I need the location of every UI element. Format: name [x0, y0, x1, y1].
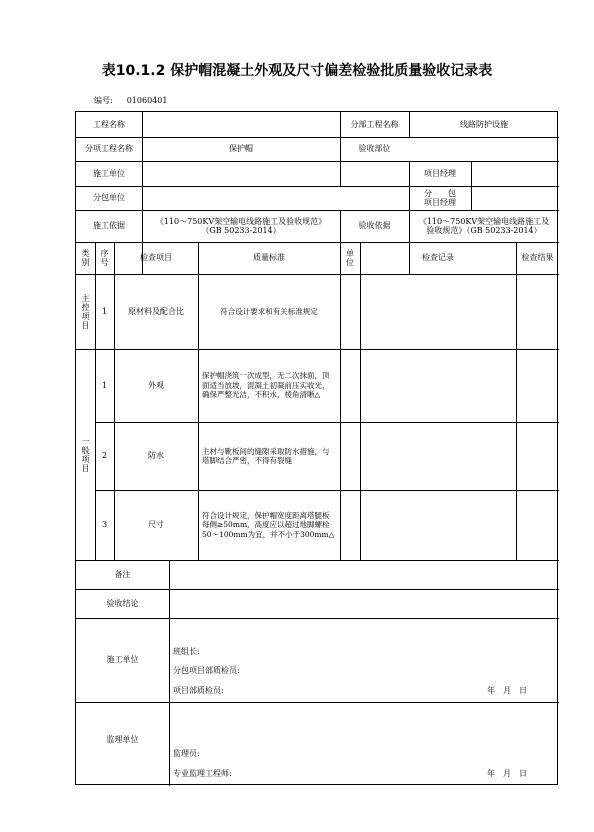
row-item: 外观	[148, 380, 164, 390]
supervision-sign-label: 监理单位	[106, 735, 139, 744]
group-char: 项	[81, 454, 90, 464]
row-record[interactable]	[360, 349, 516, 422]
form-number	[94, 95, 167, 106]
column-header-result: 检查结果	[521, 253, 554, 262]
supervisor-label: 监理员:	[173, 749, 200, 758]
subcontractor-label: 分包单位	[93, 193, 125, 202]
row-unit[interactable]	[340, 490, 360, 560]
sub-manager-label-line2: 项目经理	[424, 198, 456, 207]
row-standard: 保护帽浇筑一次成型，无二次抹面，顶面适当放坡，混凝土初凝前压实收光，确保严整光洁，不积水，棱角清晰△	[202, 371, 330, 400]
sub-manager-label-line1: 分 包	[424, 189, 456, 198]
supervision-sign-area[interactable]	[169, 702, 559, 786]
form-number-label: 编号:	[94, 96, 113, 105]
acceptance-part-label: 验收部位	[358, 144, 391, 153]
column-header-unit	[340, 242, 360, 274]
sub-manager-field[interactable]	[471, 186, 559, 210]
row-record[interactable]	[360, 274, 516, 349]
subcontractor-field[interactable]	[142, 186, 409, 210]
item-project-label: 分项工程名称	[85, 144, 133, 153]
construction-unit-label: 施工单位	[93, 168, 125, 178]
row-record[interactable]	[360, 422, 516, 490]
construction-date: 年 月 日	[487, 686, 527, 695]
group-char: 一	[81, 436, 90, 446]
row-item: 防水	[148, 451, 164, 460]
group-char: 般	[81, 445, 90, 455]
row-unit[interactable]	[340, 274, 360, 349]
row-standard: 符合设计规定，保护帽宽度距离塔腿板每侧≥50mm，高度应以超过地脚螺栓50～100mm为宜，并不小于300mm△	[202, 510, 335, 539]
column-header-standard: 质量标准	[253, 253, 285, 262]
sub-manager-label	[409, 186, 471, 210]
unit-char: 单	[346, 249, 354, 258]
row-standard: 主材与靴板间的缝隙采取防水措施，与塔脚结合严密，不得有裂缝	[202, 446, 330, 465]
row-unit[interactable]	[340, 422, 360, 490]
category-char: 别	[81, 258, 90, 267]
supervision-engineer-label: 专业监理工程师:	[173, 769, 232, 778]
supervision-date: 年 月 日	[487, 769, 527, 778]
sub-inspector-label: 分包项目部质检员:	[173, 666, 240, 675]
construction-basis-label: 施工依据	[93, 221, 125, 230]
row-seq: 1	[101, 306, 108, 316]
inspector-label: 项目部质检员:	[173, 686, 224, 695]
row-seq: 1	[101, 380, 108, 390]
group-char: 主	[81, 293, 90, 303]
inspection-record-table	[75, 111, 558, 785]
row-item: 尺寸	[148, 520, 164, 529]
row-result[interactable]	[516, 274, 559, 349]
seq-char: 序	[100, 249, 109, 258]
construction-basis-line2: （GB 50233-2014）	[201, 226, 281, 235]
project-name-label: 工程名称	[93, 119, 125, 129]
project-name-field[interactable]	[142, 112, 340, 137]
group-char: 项	[81, 311, 90, 321]
main-control-group-label	[76, 274, 95, 349]
construction-sign-label: 施工单位	[106, 655, 139, 664]
seq-char: 号	[100, 258, 109, 267]
construction-basis-value	[142, 210, 340, 242]
column-header-record: 检查记录	[422, 253, 454, 262]
group-char: 目	[81, 463, 90, 473]
row-result[interactable]	[516, 349, 559, 422]
row-unit[interactable]	[340, 349, 360, 422]
remarks-label: 备注	[114, 569, 131, 579]
acceptance-basis-value	[409, 210, 559, 242]
project-manager-label: 项目经理	[424, 168, 456, 178]
construction-sign-area[interactable]	[169, 618, 559, 702]
group-char: 目	[81, 320, 90, 330]
construction-unit-field[interactable]	[142, 161, 409, 186]
general-group-label	[76, 349, 95, 560]
conclusion-label: 验收结论	[106, 598, 139, 608]
conclusion-field[interactable]	[169, 589, 559, 618]
row-seq: 2	[101, 451, 108, 460]
sub-project-field[interactable]: 线路防护设施	[460, 119, 508, 129]
team-leader-label: 班组长:	[173, 647, 200, 656]
acceptance-basis-line2: 验收规范》（GB 50233-2014）	[426, 226, 542, 235]
item-project-field[interactable]: 保护帽	[229, 144, 253, 153]
row-result[interactable]	[516, 422, 559, 490]
column-header-item: 检查项目	[140, 253, 172, 262]
sub-project-label: 分部工程名称	[350, 119, 399, 129]
remarks-field[interactable]	[169, 560, 559, 589]
acceptance-part-field[interactable]	[409, 137, 559, 161]
construction-basis-line1: 《110～750KV架空输电线路施工及验收规范》	[155, 217, 327, 226]
page-title: 表10.1.2 保护帽混凝土外观及尺寸偏差检验批质量验收记录表	[101, 63, 493, 79]
acceptance-basis-line1: 《110～750KV架空输电线路施工及	[418, 217, 550, 226]
acceptance-basis-label: 验收依据	[358, 221, 391, 230]
project-manager-field[interactable]	[471, 161, 559, 186]
category-char: 类	[81, 249, 90, 258]
row-item: 原材料及配合比	[128, 306, 184, 316]
column-header-seq	[95, 242, 114, 274]
row-standard: 符合设计要求和有关标准规定	[220, 306, 318, 316]
group-char: 控	[81, 302, 90, 312]
form-number-value: 01060401	[126, 96, 168, 105]
row-record[interactable]	[360, 490, 516, 560]
unit-char: 位	[346, 258, 354, 267]
column-header-category	[76, 242, 95, 274]
row-seq: 3	[101, 520, 108, 529]
row-result[interactable]	[516, 490, 559, 560]
